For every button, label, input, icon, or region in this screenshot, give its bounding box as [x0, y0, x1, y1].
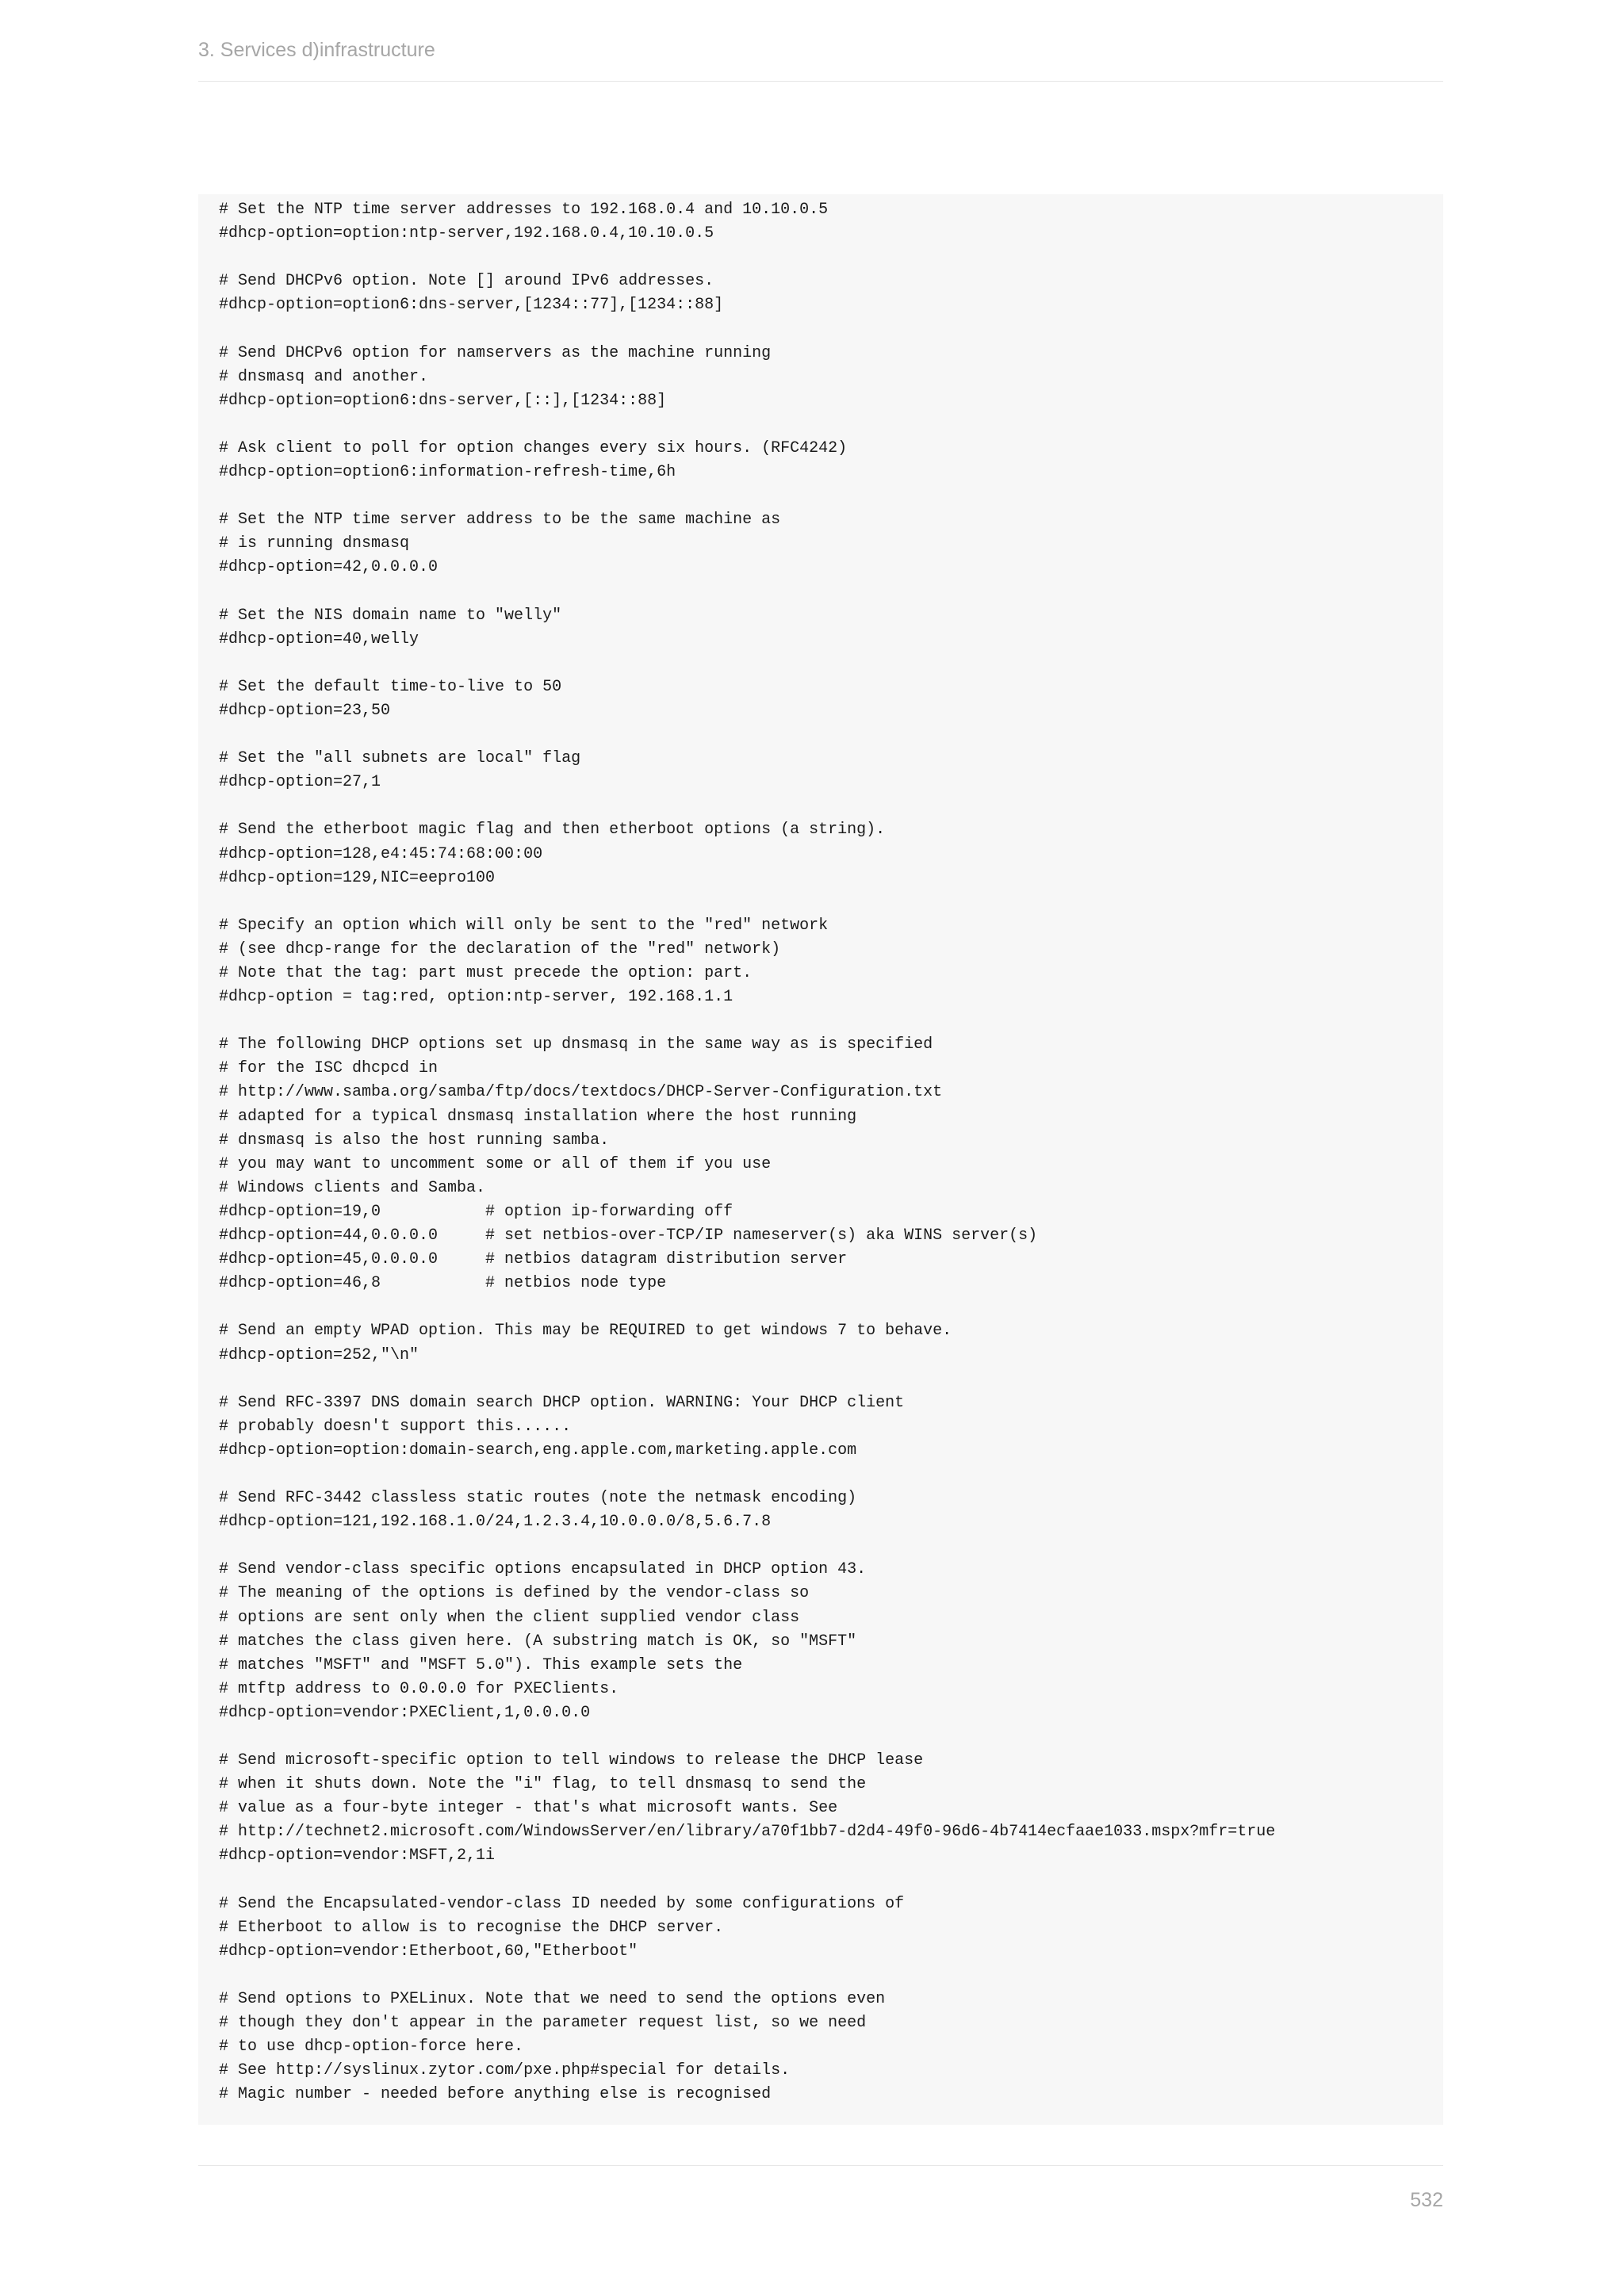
code-line: # Send DHCPv6 option. Note [] around IPv6 addresses. [219, 272, 714, 291]
code-line [219, 1009, 1423, 1033]
code-line: # matches the class given here. (A substring match is OK, so "MSFT" [219, 1632, 857, 1651]
code-line: # adapted for a typical dnsmasq installation where the host running [219, 1107, 857, 1126]
code-line [219, 580, 1423, 604]
code-line [219, 890, 1423, 914]
code-line: # Set the NTP time server addresses to 192.168.0.4 and 10.10.0.5 [219, 201, 829, 219]
code-line: # The meaning of the options is defined by the vendor-class so [219, 1584, 810, 1603]
code-line: # Note that the tag: part must precede the option: part. [219, 964, 753, 982]
code-line: # Magic number - needed before anything else is recognised [219, 2085, 772, 2104]
code-line: #dhcp-option=27,1 [219, 773, 381, 792]
code-line: #dhcp-option=252,"\n" [219, 1345, 419, 1364]
code-line [219, 652, 1423, 675]
code-line: # Send vendor-class specific options encapsulated in DHCP option 43. [219, 1560, 867, 1579]
code-line: # value as a four-byte integer - that's what microsoft wants. See [219, 1799, 838, 1818]
code-line: # dnsmasq and another. [219, 367, 429, 386]
code-line: #dhcp-option=42,0.0.0.0 [219, 558, 439, 577]
code-line: #dhcp-option=vendor:PXEClient,1,0.0.0.0 [219, 1703, 591, 1722]
code-line: # probably doesn't support this...... [219, 1417, 572, 1436]
code-line [219, 1368, 1423, 1391]
code-line: # Set the NIS domain name to "welly" [219, 606, 562, 625]
code-line: # http://technet2.microsoft.com/WindowsServer/en/library/a70f1bb7-d2d4-49f0-96d6-4b7414ecfaae1033.mspx?mfr=true [219, 1823, 1276, 1842]
code-line: # See http://syslinux.zytor.com/pxe.php#special for details. [219, 2061, 791, 2080]
code-line: # http://www.samba.org/samba/ftp/docs/textdocs/DHCP-Server-Configuration.txt [219, 1083, 943, 1102]
code-line: #dhcp-option = tag:red, option:ntp-server, 192.168.1.1 [219, 988, 733, 1007]
code-line: # Send DHCPv6 option for namservers as the machine running [219, 343, 772, 362]
code-block [198, 194, 1443, 2125]
code-line: # Set the "all subnets are local" flag [219, 749, 581, 768]
code-line: # mtftp address to 0.0.0.0 for PXEClients. [219, 1679, 619, 1698]
code-line: # Etherboot to allow is to recognise the DHCP server. [219, 1918, 724, 1937]
code-line: #dhcp-option=44,0.0.0.0 # set netbios-over-TCP/IP nameserver(s) aka WINS server(s) [219, 1226, 1038, 1246]
code-listing [219, 198, 1423, 2107]
code-line: # you may want to uncomment some or all of them if you use [219, 1154, 772, 1173]
page-number: 532 [1410, 2189, 1443, 2211]
code-line: # Set the NTP time server address to be the same machine as [219, 511, 781, 530]
code-line: # is running dnsmasq [219, 534, 410, 553]
code-line: #dhcp-option=23,50 [219, 701, 391, 720]
code-line: #dhcp-option=45,0.0.0.0 # netbios datagram distribution server [219, 1250, 848, 1269]
code-line: # Send options to PXELinux. Note that we need to send the options even [219, 1990, 886, 2009]
code-line: #dhcp-option=46,8 # netbios node type [219, 1274, 667, 1293]
code-line: #dhcp-option=vendor:MSFT,2,1i [219, 1846, 496, 1866]
code-line: #dhcp-option=19,0 # option ip-forwarding off [219, 1202, 733, 1221]
code-line: #dhcp-option=option:domain-search,eng.apple.com,marketing.apple.com [219, 1441, 857, 1460]
code-line [219, 1295, 1423, 1319]
code-line [219, 1869, 1423, 1892]
code-line: # The following DHCP options set up dnsmasq in the same way as is specified [219, 1035, 933, 1054]
code-line: # for the ISC dhcpcd in [219, 1059, 439, 1078]
code-line: # Send the Encapsulated-vendor-class ID needed by some configurations of [219, 1894, 905, 1913]
code-line: #dhcp-option=128,e4:45:74:68:00:00 [219, 844, 543, 863]
code-line: # Send an empty WPAD option. This may be REQUIRED to get windows 7 to behave. [219, 1322, 952, 1341]
code-line [219, 1534, 1423, 1558]
code-line [219, 317, 1423, 341]
code-line: #dhcp-option=option6:dns-server,[1234::77],[1234::88] [219, 296, 724, 315]
code-line [219, 1725, 1423, 1749]
code-line [219, 723, 1423, 747]
code-line: #dhcp-option=option6:dns-server,[::],[1234::88] [219, 391, 667, 410]
code-line: # when it shuts down. Note the "i" flag, to tell dnsmasq to send the [219, 1775, 867, 1794]
code-line: # dnsmasq is also the host running samba. [219, 1131, 610, 1150]
page-header [198, 36, 1443, 82]
code-line: #dhcp-option=121,192.168.1.0/24,1.2.3.4,10.0.0.0/8,5.6.7.8 [219, 1513, 772, 1532]
code-line [219, 1463, 1423, 1487]
code-line: # matches "MSFT" and "MSFT 5.0"). This example sets the [219, 1655, 743, 1674]
code-line: # Send RFC-3442 classless static routes (note the netmask encoding) [219, 1489, 857, 1508]
code-line: # though they don't appear in the parameter request list, so we need [219, 2014, 867, 2033]
code-line: # Set the default time-to-live to 50 [219, 677, 562, 696]
code-line [219, 794, 1423, 818]
code-line: #dhcp-option=129,NIC=eepro100 [219, 868, 496, 887]
code-line [219, 1964, 1423, 1988]
code-line: # Ask client to poll for option changes every six hours. (RFC4242) [219, 438, 848, 457]
code-line: #dhcp-option=vendor:Etherboot,60,"Etherboot" [219, 1942, 638, 1961]
code-line: #dhcp-option=option:ntp-server,192.168.0.4,10.10.0.5 [219, 224, 714, 243]
code-line: # options are sent only when the client supplied vendor class [219, 1608, 800, 1627]
code-line: # Send RFC-3397 DNS domain search DHCP option. WARNING: Your DHCP client [219, 1393, 905, 1412]
code-line [219, 246, 1423, 270]
page-footer [198, 2165, 1443, 2211]
code-line: # (see dhcp-range for the declaration of the "red" network) [219, 939, 781, 959]
running-header-title: 3. Services d)infrastructure [198, 39, 435, 61]
code-line: #dhcp-option=option6:information-refresh-time,6h [219, 463, 676, 482]
code-line: # Specify an option which will only be sent to the "red" network [219, 916, 829, 935]
code-line [219, 413, 1423, 437]
code-line: # to use dhcp-option-force here. [219, 2038, 524, 2057]
code-line: # Send microsoft-specific option to tell windows to release the DHCP lease [219, 1751, 924, 1770]
code-line: # Windows clients and Samba. [219, 1178, 486, 1197]
code-line [219, 484, 1423, 508]
code-line: #dhcp-option=40,welly [219, 629, 419, 649]
code-line: # Send the etherboot magic flag and then etherboot options (a string). [219, 821, 886, 840]
